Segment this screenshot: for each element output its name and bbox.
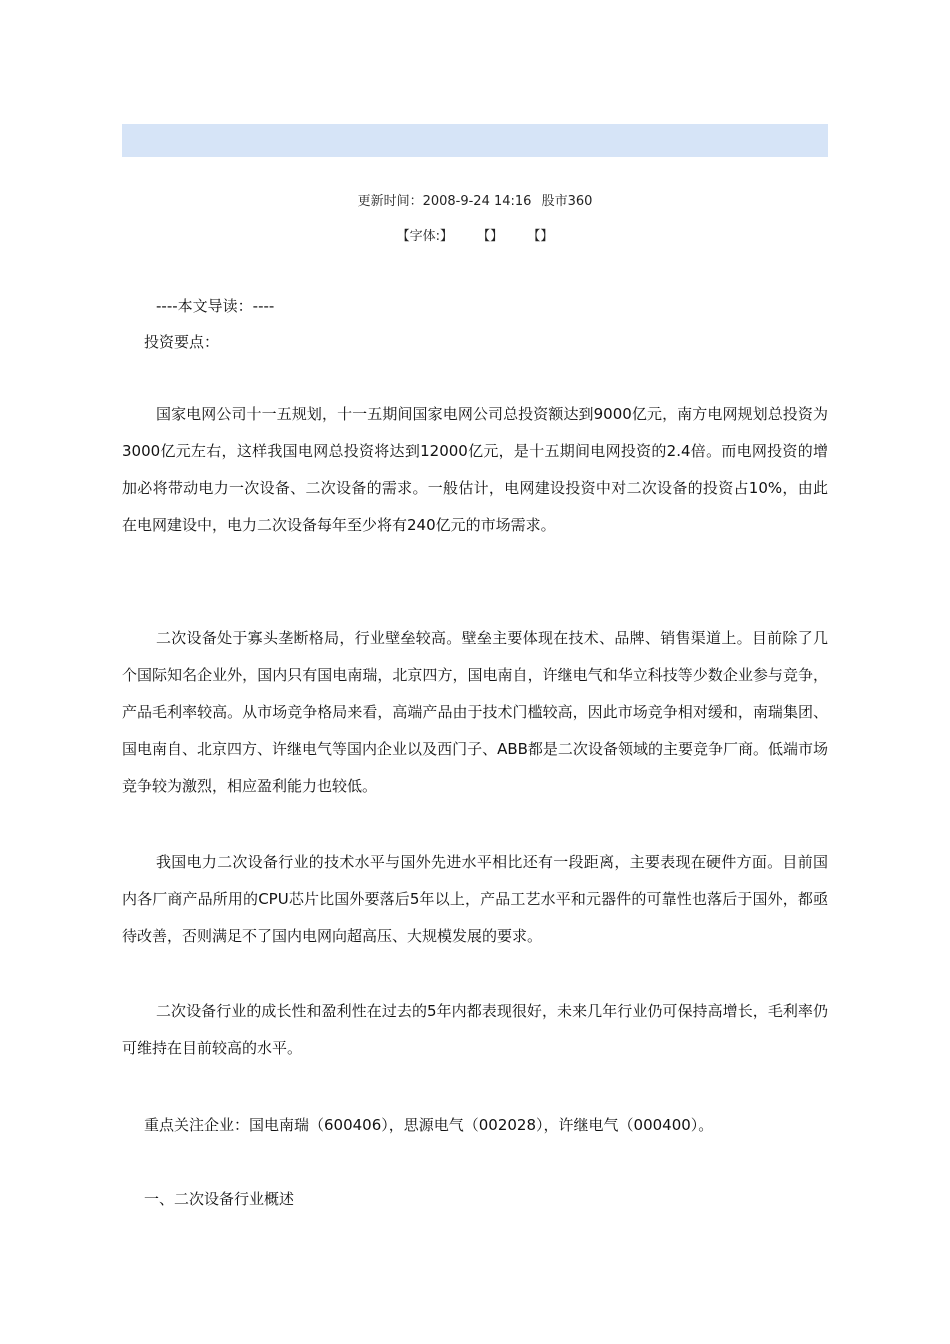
- key-points-heading: 投资要点：: [144, 333, 220, 351]
- font-small-button[interactable]: 【】: [527, 229, 554, 244]
- paragraph-2: 二次设备处于寡头垄断格局，行业壁垒较高。壁垒主要体现在技术、品牌、销售渠道上。目前除了几个国际知名企业外，国内只有国电南瑞，北京四方，国电南自，许继电气和华立科技等少数企业参与竞争，产品毛利率较高。从市场竞争格局来看，高端产品由于技术门槛较高，因此市场竞争相对缓和，南瑞集团、国电南自、北京四方、许继电气等国内企业以及西门子、ABB都是二次设备领域的主要竞争厂商。低端市场竞争较为激烈，相应盈利能力也较低。: [122, 629, 828, 795]
- paragraph-1: 国家电网公司十一五规划，十一五期间国家电网公司总投资额达到9000亿元，南方电网规划总投资为3000亿元左右，这样我国电网总投资将达到12000亿元，是十五期间电网投资的2.4倍。而电网投资的增加必将带动电力一次设备、二次设备的需求。一般估计，电网建设投资中对二次设备的投资占10%，由此在电网建设中，电力二次设备每年至少将有240亿元的市场需求。: [122, 405, 828, 534]
- title-banner: [122, 124, 828, 157]
- focus-companies: 重点关注企业：国电南瑞（600406），思源电气（002028），许继电气（000400）。: [144, 1116, 714, 1134]
- source-label: 股市360: [541, 194, 593, 209]
- font-size-controls: [0, 225, 950, 244]
- section-title: 一、二次设备行业概述: [144, 1190, 295, 1208]
- paragraph-4: 二次设备行业的成长性和盈利性在过去的5年内都表现很好，未来几年行业仍可保持高增长，毛利率仍可维持在目前较高的水平。: [122, 1002, 828, 1057]
- guide-heading: ----本文导读：----: [156, 297, 275, 315]
- article-meta: [0, 190, 950, 209]
- font-label: 【字体:】: [396, 229, 454, 244]
- paragraph-3: 我国电力二次设备行业的技术水平与国外先进水平相比还有一段距离，主要表现在硬件方面。目前国内各厂商产品所用的CPU芯片比国外要落后5年以上，产品工艺水平和元器件的可靠性也落后于国外，都亟待改善，否则满足不了国内电网向超高压、大规模发展的要求。: [122, 853, 828, 945]
- update-time: 更新时间：2008-9-24 14:16: [357, 194, 532, 209]
- font-large-button[interactable]: 【】: [477, 229, 504, 244]
